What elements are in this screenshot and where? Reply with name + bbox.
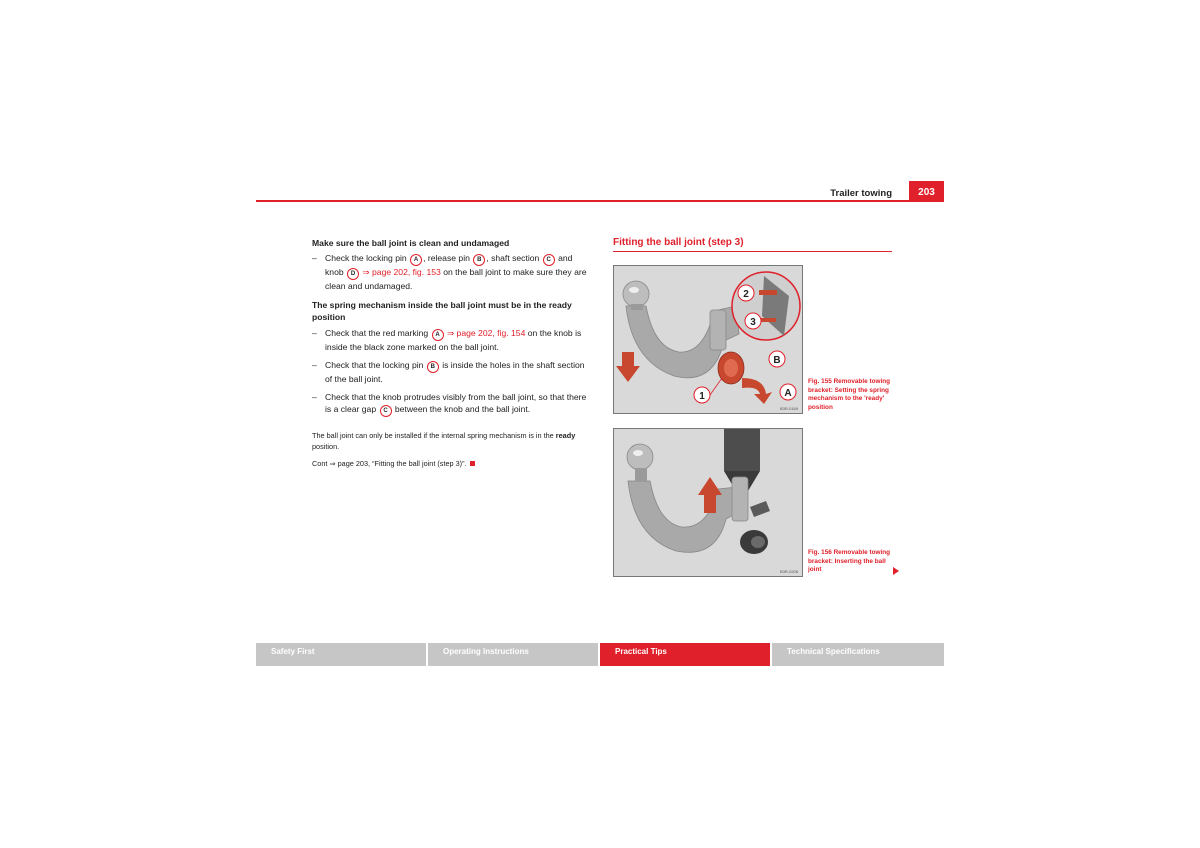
section-end-marker — [470, 461, 475, 466]
section-rule — [613, 251, 892, 252]
text: Cont ⇒ page 203, “Fitting the ball joint (step 3)”. — [312, 459, 467, 468]
figure-155 — [613, 265, 803, 414]
text: Check that the knob protrudes visibly from the ball joint, so that there is a clear gap — [325, 392, 587, 415]
figure-code: B3R-0169 — [779, 406, 798, 411]
note-ready-position — [312, 430, 592, 452]
running-header-title: Trailer towing — [830, 188, 892, 199]
callout-b: B — [773, 355, 781, 366]
tab-operating-instructions[interactable]: Operating Instructions — [428, 643, 598, 666]
text: and knob — [325, 253, 573, 277]
bullet-dash: – — [312, 328, 317, 338]
tab-technical-specifications[interactable]: Technical Specifications — [772, 643, 944, 666]
bullet-red-marking — [312, 327, 592, 353]
text: Check the locking pin — [325, 253, 407, 263]
marker-a: A — [432, 329, 444, 341]
bullet-dash: – — [312, 360, 317, 370]
marker-c: C — [543, 254, 555, 266]
text: between the knob and the ball joint. — [394, 404, 531, 415]
heading-clean-undamaged: Make sure the ball joint is clean and undamaged — [312, 238, 510, 248]
callout-3: 3 — [750, 317, 756, 328]
marker-a: A — [410, 254, 422, 266]
section-title: Fitting the ball joint (step 3) — [613, 237, 744, 248]
figure-155-caption: Fig. 155 Removable towing bracket: Setting the spring mechanism to the 'ready' position — [808, 378, 891, 411]
text: , shaft section — [486, 253, 540, 263]
text: Check that the red marking — [325, 328, 429, 338]
text: is inside the holes in the shaft section of the ball joint. — [325, 360, 585, 384]
bullet-dash: – — [312, 392, 317, 402]
text: Check that the locking pin — [325, 360, 424, 370]
heading-spring-ready: The spring mechanism inside the ball joint must be in the ready position — [312, 300, 572, 323]
text: , release pin — [423, 253, 470, 263]
figure-155-illustration — [614, 266, 802, 413]
callout-a: A — [784, 388, 792, 399]
bullet-dash: – — [312, 253, 317, 263]
figure-code: B3R-0208 — [779, 569, 798, 574]
page-number: 203 — [909, 181, 944, 201]
callout-2: 2 — [743, 289, 749, 300]
callout-1: 1 — [699, 391, 705, 402]
header-rule — [256, 200, 944, 202]
page-ref-link[interactable]: ⇒ page 202, fig. 153 — [362, 267, 441, 277]
bullet-check-parts — [312, 252, 592, 292]
figure-156-illustration — [614, 429, 802, 576]
marker-d: D — [347, 268, 359, 280]
marker-c: C — [380, 405, 392, 417]
text: The ball joint can only be installed if the internal spring mechanism is in the — [312, 431, 554, 440]
text: on the ball joint to make sure they are clean and undamaged. — [325, 267, 587, 291]
text: position. — [312, 442, 340, 451]
tab-practical-tips[interactable]: Practical Tips — [600, 643, 770, 666]
tab-safety-first[interactable]: Safety First — [256, 643, 426, 666]
continue-arrow-icon — [893, 567, 899, 575]
marker-b: B — [427, 361, 439, 373]
figure-156 — [613, 428, 803, 577]
page-ref-link[interactable]: ⇒ page 202, fig. 154 — [446, 328, 526, 338]
text: on the knob is inside the black zone marked on the ball joint. — [325, 328, 582, 352]
continue-reference[interactable] — [312, 458, 592, 469]
bullet-locking-pin — [312, 359, 592, 385]
figure-156-caption: Fig. 156 Removable towing bracket: Inserting the ball joint — [808, 549, 891, 574]
marker-b: B — [473, 254, 485, 266]
text-bold: ready — [555, 431, 576, 440]
bullet-knob-gap — [312, 391, 592, 417]
